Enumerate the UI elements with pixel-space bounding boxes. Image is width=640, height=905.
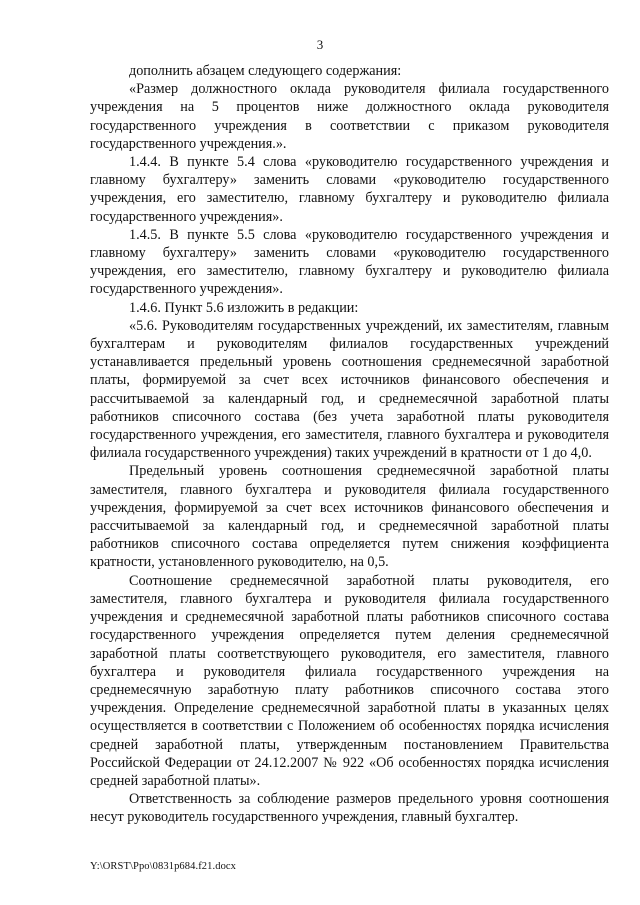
- paragraph-1-4-6: 1.4.6. Пункт 5.6 изложить в редакции:: [129, 299, 359, 316]
- paragraph-1-4-5: 1.4.5. В пункте 5.5 слова «руководителю государственного учреждения и главному бухгалтеру» заменить словами «руководителю государственного учреждения, его заместителю, главному бухгалтеру и руководителю филиала государственного учреждения».: [90, 226, 609, 298]
- paragraph-branch-salary: «Размер должностного оклада руководителя филиала государственного учреждения на 5 процентов ниже должностного оклада руководителя государственного учреждения в соответствии с приказом руководителя государственного учреждения.».: [90, 81, 609, 152]
- file-path-footer: Y:\ORST\Ppo\0831p684.f21.docx: [90, 861, 237, 872]
- document-body: [90, 62, 609, 827]
- paragraph-5-6: «5.6. Руководителям государственных учреждений, их заместителям, главным бухгалтерам и руководителям филиалов государственных учреждений устанавливается предельный уровень соотношения среднемесячной заработной платы, формируемой за счет всех источников финансового обеспечения и рассчитываемой за календарный год, и среднемесячной заработной платы работников списочного состава (без учета заработной платы руководителя государственного учреждения, его заместителя, главного бухгалтера и руководителя филиала государственного учреждения) таких учреждений в кратности от 1 до 4,0.: [90, 317, 609, 462]
- paragraph-1-4-4: 1.4.4. В пункте 5.4 слова «руководителю государственного учреждения и главному бухгалтеру» заменить словами «руководителю государственного учреждения, его заместителю, главному бухгалтеру и руководителю филиала государственного учреждения».: [90, 154, 609, 225]
- paragraph-responsibility: Ответственность за соблюдение размеров предельного уровня соотношения несут руководитель государственного учреждения, главный бухгалтер.: [90, 791, 609, 826]
- paragraph-ratio-calculation: Соотношение среднемесячной заработной платы руководителя, его заместителя, главного бухгалтера и руководителя филиала государственного учреждения и среднемесячной заработной платы работников списочного состава государственного учреждения определяется путем деления среднемесячной заработной платы соответствующего руководителя, его заместителя, главного бухгалтера и руководителя филиала государственного учреждения на среднемесячную заработную плату работников списочного состава этого учреждения. Определение среднемесячной заработной платы в указанных целях осуществляется в соответствии с Положением об особенностях порядка исчисления средней заработной платы, утвержденным постановлением Правительства Российской Федерации от 24.12.2007 № 922 «Об особенностях порядка исчисления средней заработной платы».: [90, 572, 609, 789]
- page-number: 3: [316, 37, 324, 52]
- paragraph-limit-level: Предельный уровень соотношения среднемесячной заработной платы заместителя, главного бухгалтера и руководителя филиала государственного учреждения, формируемой за счет всех источников финансового обеспечения и рассчитываемой за календарный год, и среднемесячной заработной платы работников списочного состава определяется путем снижения коэффициента кратности, установленного руководителю, на 0,5.: [90, 463, 609, 571]
- paragraph-intro: дополнить абзацем следующего содержания:: [129, 63, 402, 79]
